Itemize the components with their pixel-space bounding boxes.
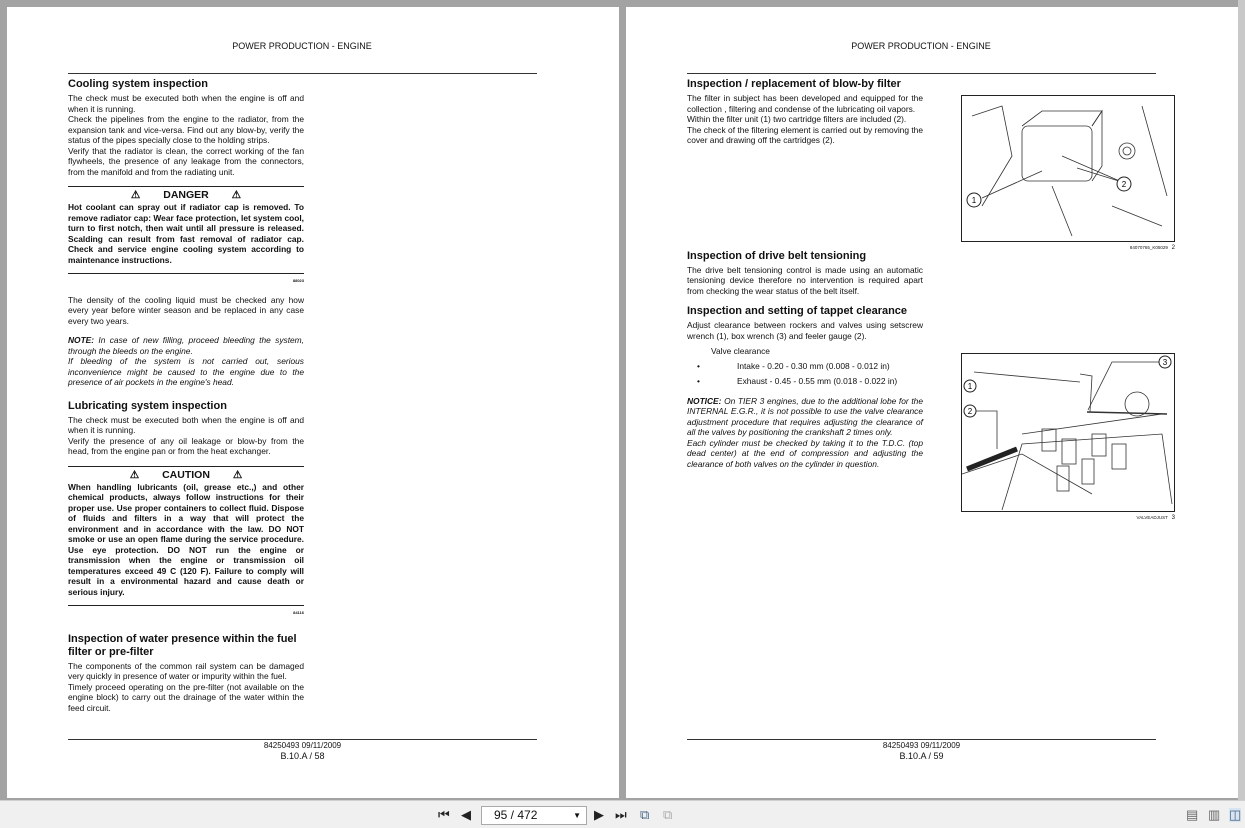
footer-rule xyxy=(687,739,1156,740)
note xyxy=(68,335,304,388)
callout-3: 3 xyxy=(1162,358,1168,367)
section-body: The drive belt tensioning control is made using an automatic tensioning device therefore no intervention is required apart from checking the wear status of the belt itself. xyxy=(687,264,923,296)
note-text: In case of new filling, proceed bleeding the system, through the bleeds on the engine. If bleeding of the system is not carried out, serious inconvenience might be caused to the engine due to the presence of air pockets in the engine's head. xyxy=(68,335,304,387)
section-title: Inspection of water presence within the fuel filter or pre-filter xyxy=(68,632,297,658)
header-rule xyxy=(687,73,1156,74)
chevron-down-icon: ▼ xyxy=(573,811,581,820)
two-page-view-icon[interactable]: ◫ xyxy=(1229,807,1242,822)
continuous-view-icon[interactable]: ▥ xyxy=(1208,807,1221,822)
left-column xyxy=(68,78,304,722)
pdf-page-left xyxy=(7,7,619,798)
danger-code: 88023 xyxy=(292,278,304,283)
notice-label: NOTICE: xyxy=(687,395,722,406)
callout-1: 1 xyxy=(967,382,973,391)
caution-title: ⚠ CAUTION ⚠ xyxy=(129,468,243,481)
page-number-select[interactable] xyxy=(481,806,587,825)
figure-caption: 84070765_K05029 2 xyxy=(1129,245,1175,251)
pdf-toolbar xyxy=(0,800,1245,828)
section-body: The filter in subject has been developed and equipped for the collection , filtering and condense of the lubricating oil vapors. Within the filter unit (1) two cartridge filters are included (2). The check of the filtering element is carried out by removing the cover and drawing off the cartridges (2). xyxy=(687,93,923,145)
doc-code: 84250493 09/11/2009 xyxy=(263,741,342,750)
valve-clearance-label: Valve clearance xyxy=(711,346,770,356)
page-number: B.10.A / 59 xyxy=(899,751,944,761)
section-body: Adjust clearance between rockers and valves using setscrew wrench (1), box wrench (3) and feeler gauge (2). xyxy=(687,320,923,341)
bullet: • xyxy=(697,376,700,386)
note-label: NOTE: xyxy=(68,335,95,345)
callout-2: 2 xyxy=(1121,180,1127,189)
footer-rule xyxy=(68,739,537,740)
section-title: Inspection and setting of tappet clearance xyxy=(687,305,908,317)
page-footer xyxy=(68,741,537,761)
previous-view-icon[interactable]: ⧉ xyxy=(640,807,650,822)
danger-title: ⚠ DANGER ⚠ xyxy=(130,189,242,201)
bullet: • xyxy=(697,360,700,371)
danger-text: Hot coolant can spray out if radiator cap is removed. To remove radiator cap: Wear face protection, let system cool, turn to first notch, then wait until all pressure is released. Scalding can result from fast removal of radiator cap. Check and service engine cooling system according to maintenance instructions. xyxy=(68,202,304,265)
caution-text: When handling lubricants (oil, grease etc.,) and other chemical products, always follow instructions for their proper use. Use proper containers to collect fluid. Dispose of fluids and filters in a way that will protect the environment and in accordance with the law. DO NOT smoke or use an open flame during the service procedure. Use eye protection. DO NOT run the engine or transmission when the engine or transmission oil temperatures exceed 49 C (120 F). Failure to comply will result in a environmental hazard and cause death or serious injury. xyxy=(68,481,304,597)
exhaust-value: Exhaust - 0.45 - 0.55 mm (0.018 - 0.022 in) xyxy=(737,376,898,386)
figure-caption: VALVEADJUST 3 xyxy=(1136,515,1175,521)
section-body: The check must be executed both when the engine is off and when it is running. Verify the presence of any oil leakage or blow-by from the head, from the engine pan or from the heat exchanger. xyxy=(68,414,304,456)
blow-by-filter-figure xyxy=(961,95,1175,242)
valve-adjust-illustration xyxy=(962,354,1174,511)
caution-box xyxy=(68,466,304,607)
next-page-icon[interactable]: ▶ xyxy=(594,807,604,822)
page-header: POWER PRODUCTION - ENGINE xyxy=(851,41,991,51)
section-body: The check must be executed both when the engine is off and when it is running. Check the pipelines from the engine to the radiator, from the expansion tank and vice-versa. Find out any blow-by, verify the status of the pipes specially close to the holding strips. Verify that the radiator is clean, the correct working of the fan flywheels, the presence of any leakage from the connectors, from the manifold and from the radiating unit. xyxy=(68,93,304,177)
previous-page-icon[interactable]: ◀ xyxy=(461,807,471,822)
density-text: The density of the cooling liquid must be checked any how every year before winter season and be replaced in any case every two years. xyxy=(68,294,304,326)
page-header: POWER PRODUCTION - ENGINE xyxy=(232,41,372,51)
callout-2: 2 xyxy=(967,407,973,416)
caution-code: 84116 xyxy=(293,610,304,615)
single-page-view-icon[interactable]: ▤ xyxy=(1186,807,1199,822)
pdf-page-right xyxy=(626,7,1238,798)
intake-value: Intake - 0.20 - 0.30 mm (0.008 - 0.012 in) xyxy=(737,360,890,371)
list-item xyxy=(697,376,923,387)
page-value: 95 / 472 xyxy=(494,808,538,822)
list-item xyxy=(697,361,923,372)
section-body: The components of the common rail system can be damaged very quickly in presence of water or impurity within the fuel. Timely proceed operating on the pre-filter (not available on the engine block) to carry out the drainage of the water within the feed circuit. xyxy=(68,660,304,713)
section-title: Inspection / replacement of blow-by filter xyxy=(687,78,901,90)
header-rule xyxy=(68,73,537,74)
danger-box xyxy=(68,186,304,274)
section-title: Inspection of drive belt tensioning xyxy=(687,249,867,262)
next-view-icon[interactable]: ⧉ xyxy=(663,807,673,822)
first-page-icon[interactable]: ⏮ xyxy=(438,807,450,822)
tappet-clearance-figure xyxy=(961,353,1175,512)
right-column xyxy=(687,78,923,469)
vertical-scrollbar[interactable] xyxy=(1238,0,1245,800)
callout-1: 1 xyxy=(971,196,977,205)
doc-code: 84250493 09/11/2009 xyxy=(882,741,961,750)
notice xyxy=(687,396,923,470)
engine-illustration xyxy=(962,96,1174,241)
section-title: Lubricating system inspection xyxy=(68,399,227,412)
notice-text: On TIER 3 engines, due to the additional lobe for the INTERNAL E.G.R., it is not possible to use the valve clearance adjustment procedure that requires adjusting the clearance of all the valves by positioning the crankshaft 2 times only. Each cylinder must be checked by taking it to the T.D.C. (top dead center) at the end of compression and adjusting the clearance of both valves on the cylinder in question. xyxy=(687,395,923,469)
page-footer xyxy=(687,741,1156,761)
page-number: B.10.A / 58 xyxy=(280,751,325,761)
section-title: Cooling system inspection xyxy=(68,78,208,90)
last-page-icon[interactable]: ⏭ xyxy=(615,807,627,822)
